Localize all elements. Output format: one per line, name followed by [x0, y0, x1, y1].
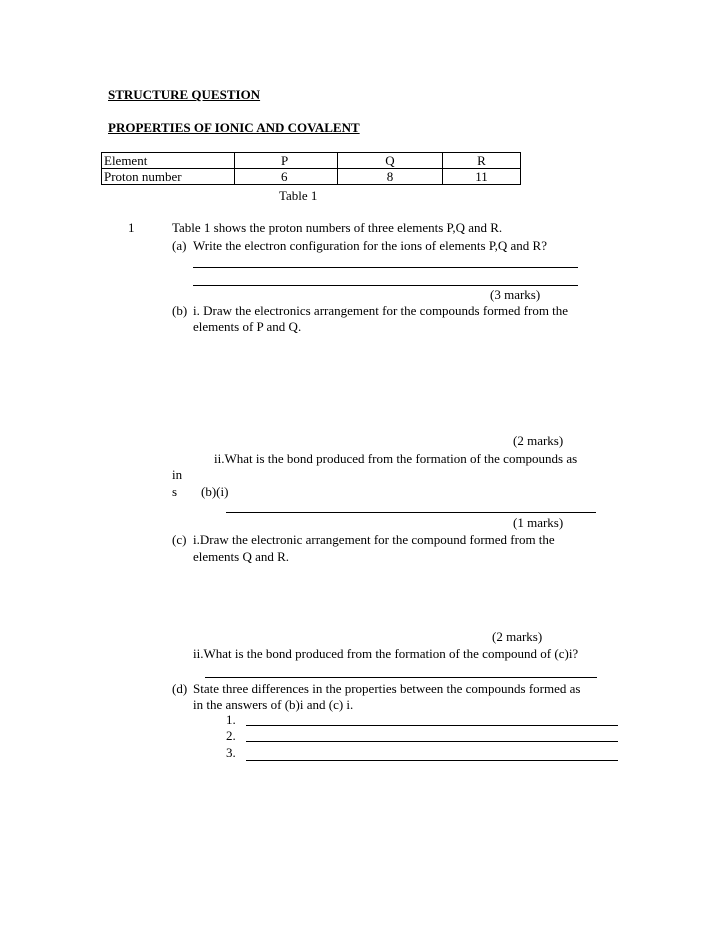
part-b-ii-text: ii.What is the bond produced from the formation of the compounds as	[214, 451, 578, 466]
part-b-ii-ref: (b)(i)	[201, 484, 229, 499]
part-b-ii-text: s	[172, 484, 178, 499]
answer-line[interactable]	[246, 725, 618, 726]
table-cell: P	[235, 153, 338, 169]
elements-table	[101, 152, 521, 185]
part-c-label: (c)	[172, 532, 187, 547]
table-cell: R	[443, 153, 521, 169]
part-d-label: (d)	[172, 681, 188, 696]
question-number: 1	[128, 220, 135, 235]
table-cell: Q	[338, 153, 443, 169]
answer-line[interactable]	[246, 741, 618, 742]
answer-line[interactable]	[226, 512, 596, 513]
answer-line[interactable]	[193, 267, 578, 268]
table-cell: 8	[338, 169, 443, 185]
part-c-text: elements Q and R.	[193, 549, 290, 564]
table-caption: Table 1	[279, 188, 318, 203]
list-item-number: 1.	[226, 712, 236, 727]
part-d-text: in the answers of (b)i and (c) i.	[193, 697, 354, 712]
table-cell: 11	[443, 169, 521, 185]
question-intro: Table 1 shows the proton numbers of three elements P,Q and R.	[172, 220, 503, 235]
table-row	[102, 169, 521, 185]
part-b-ii-text: in	[172, 467, 183, 482]
answer-line[interactable]	[205, 677, 597, 678]
part-b-label: (b)	[172, 303, 188, 318]
page-heading: STRUCTURE QUESTION	[108, 87, 261, 102]
part-b-ii-marks: (1 marks)	[513, 515, 564, 530]
page-subheading: PROPERTIES OF IONIC AND COVALENT	[108, 120, 360, 135]
answer-line[interactable]	[193, 285, 578, 286]
table-row	[102, 153, 521, 169]
table-cell: Element	[102, 153, 235, 169]
part-a-marks: (3 marks)	[490, 287, 541, 302]
part-d-text: State three differences in the properties between the compounds formed as	[193, 681, 581, 696]
part-c-text: i.Draw the electronic arrangement for the compound formed from the	[193, 532, 555, 547]
part-c-ii-text: ii.What is the bond produced from the formation of the compound of (c)i?	[193, 646, 579, 661]
part-a-label: (a)	[172, 238, 187, 253]
list-item-number: 2.	[226, 728, 236, 743]
part-c-marks: (2 marks)	[492, 629, 543, 644]
part-b-marks: (2 marks)	[513, 433, 564, 448]
table-cell: Proton number	[102, 169, 235, 185]
answer-line[interactable]	[246, 760, 618, 761]
part-b-text: elements of P and Q.	[193, 319, 302, 334]
list-item-number: 3.	[226, 745, 236, 760]
part-b-text: i. Draw the electronics arrangement for the compounds formed from the	[193, 303, 569, 318]
table-cell: 6	[235, 169, 338, 185]
part-a-text: Write the electron configuration for the ions of elements P,Q and R?	[193, 238, 547, 253]
